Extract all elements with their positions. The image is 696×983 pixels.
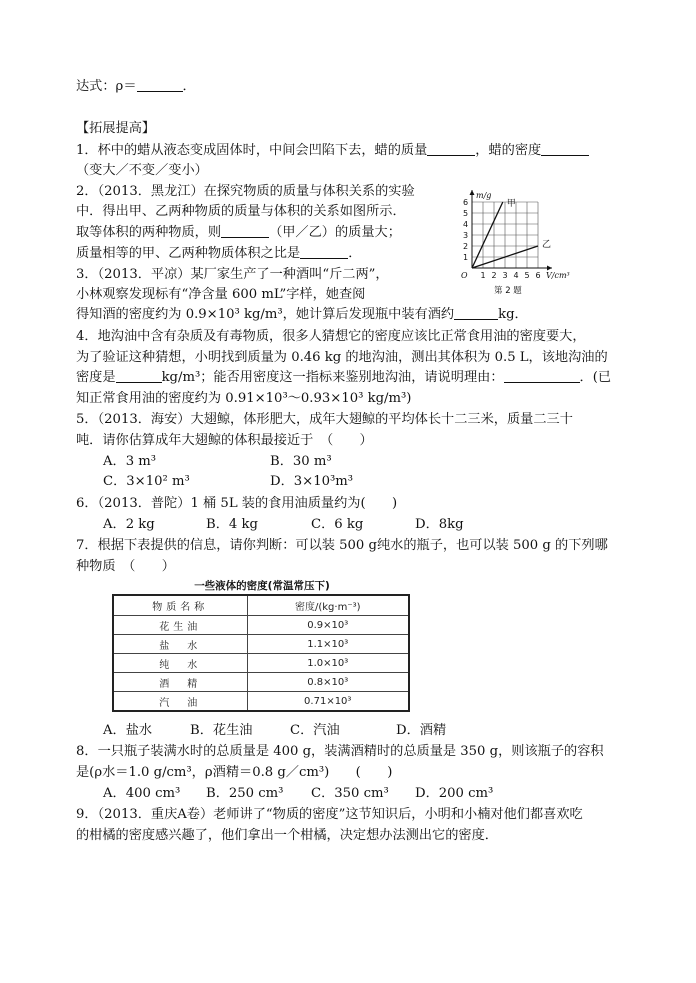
q8-line1: 8．一只瓶子装满水时的总质量是 400 g，装满酒精时的总质量是 350 g，则该瓶子的容积 — [76, 744, 604, 759]
q5-option-b: B．30 m³ — [270, 454, 332, 469]
table-title: 一些液体的密度(常温常压下) — [194, 580, 330, 592]
chart-caption: 第 2 题 — [494, 286, 522, 294]
table-cell: 纯 水 — [113, 654, 247, 673]
answer-blank — [221, 223, 269, 238]
x-axis-label: V/cm³ — [546, 271, 570, 280]
table-cell: 0.8×10³ — [247, 673, 409, 692]
q8-line2: 是(ρ水＝1.0 g/cm³，ρ酒精＝0.8 g／cm³) ( ) — [76, 765, 393, 780]
density-table — [112, 594, 410, 712]
q2-line4: 质量相等的甲、乙两种物质体积之比是 ． — [76, 246, 362, 261]
y-tick-label: 4 — [463, 220, 469, 229]
series-label: 甲 — [506, 199, 516, 209]
q5-option-a: A．3 m³ — [103, 454, 157, 469]
q2-line1: 2．（2013．黑龙江）在探究物质的质量与体积关系的实验 — [76, 184, 415, 199]
q6-line1: 6．（2013．普陀）1 桶 5L 装的食用油质量约为( ) — [76, 496, 398, 511]
x-tick-label: 2 — [491, 271, 497, 280]
answer-blank — [300, 244, 348, 259]
table-cell: 0.9×10³ — [247, 616, 409, 635]
q7-option-b: B．花生油 — [190, 723, 253, 738]
table-cell: 1.0×10³ — [247, 654, 409, 673]
q5-option-c: C．3×10² m³ — [103, 474, 190, 489]
x-tick-label: 1 — [480, 271, 486, 280]
q7-option-c: C．汽油 — [290, 723, 340, 738]
q3-line3: 得知酒的密度约为 0.9×10³ kg/m³，她计算后发现瓶中装有酒约 kg． — [76, 307, 528, 322]
q2-line3: 取等体积的两种物质，则 （甲／乙）的质量大； — [76, 225, 401, 240]
answer-blank — [504, 368, 580, 383]
q6-option-c: C．6 kg — [311, 517, 364, 532]
q7-option-d: D．酒精 — [396, 723, 447, 738]
q6-option-b: B．4 kg — [206, 517, 258, 532]
density-table-block — [112, 578, 412, 712]
formula-line — [76, 77, 196, 97]
mass-volume-chart — [452, 176, 602, 294]
q4-line2: 为了验证这种猜想，小明找到质量为 0.46 kg 的地沟油，测出其体积为 0.5 L，该地沟油的 — [76, 350, 608, 365]
table-row — [113, 673, 409, 692]
x-tick-label: 5 — [524, 271, 530, 280]
y-axis-label: m/g — [476, 191, 492, 200]
y-tick-label: 5 — [463, 209, 469, 218]
column-header: 密度/(kg·m⁻³) — [247, 595, 409, 616]
answer-blank — [454, 305, 498, 320]
q5-line2: 吨．请你估算成年大翅鲸的体积最接近于 （ ） — [76, 433, 373, 448]
table-cell: 盐 水 — [113, 635, 247, 654]
q3-line1: 3．（2013．平凉）某厂家生产了一种酒叫“斤二两”， — [76, 267, 389, 282]
q8-option-c: C．350 cm³ — [311, 786, 389, 801]
origin-label: O — [461, 271, 468, 280]
q6-option-a: A．2 kg — [103, 517, 155, 532]
table-header-row — [113, 595, 409, 616]
chart-grid — [472, 202, 538, 268]
table-cell: 酒 精 — [113, 673, 247, 692]
table-cell: 0.71×10³ — [247, 692, 409, 712]
q6-option-d: D．8kg — [415, 517, 464, 532]
x-axis-arrow — [547, 266, 552, 271]
q9-line1: 9．（2013．重庆A卷）老师讲了“物质的密度”这节知识后，小明和小楠对他们都喜欢吃 — [76, 807, 583, 822]
y-tick-label: 6 — [463, 198, 469, 207]
x-tick-label: 4 — [513, 271, 519, 280]
table-cell: 汽 油 — [113, 692, 247, 712]
table-row — [113, 635, 409, 654]
answer-blank — [116, 368, 162, 383]
column-header: 物质名称 — [113, 595, 247, 616]
q1-line1: 1．杯中的蜡从液态变成固体时，中间会凹陷下去，蜡的质量 ，蜡的密度 — [76, 141, 589, 161]
q2-line2: 中．得出甲、乙两种物质的质量与体积的关系如图所示． — [76, 204, 406, 219]
x-tick-label: 6 — [535, 271, 541, 280]
q4-line4: 知正常食用油的密度约为 0.91×10³～0.93×10³ kg/m³) — [76, 391, 412, 406]
formula-suffix: ． — [182, 79, 196, 94]
q9-line2: 的柑橘的密度感兴趣了，他们拿出一个柑橘，决定想办法测出它的密度． — [76, 828, 498, 843]
x-tick-label: 3 — [502, 271, 508, 280]
q8-option-d: D．200 cm³ — [415, 786, 494, 801]
table-row — [113, 692, 409, 712]
table-row — [113, 616, 409, 635]
answer-blank — [137, 77, 183, 92]
table-cell: 1.1×10³ — [247, 635, 409, 654]
q7-option-a: A．盐水 — [103, 723, 153, 738]
table-cell: 花生油 — [113, 616, 247, 635]
y-axis-arrow — [470, 190, 475, 195]
answer-blank — [541, 141, 589, 156]
q5-option-d: D．3×10³m³ — [270, 474, 354, 489]
q1-line2: （变大／不变／变小） — [76, 163, 208, 178]
q8-option-a: A．400 cm³ — [103, 786, 181, 801]
y-tick-label: 1 — [463, 253, 469, 262]
q4-line1: 4．地沟油中含有杂质及有毒物质，很多人猜想它的密度应该比正常食用油的密度要大， — [76, 329, 586, 344]
q7-line1: 7．根据下表提供的信息，请你判断：可以装 500 g纯水的瓶子，也可以装 500 g 的下列哪 — [76, 538, 608, 553]
q4-line3: 密度是 kg/m³；能否用密度这一指标来鉴别地沟油，请说明理由： ．(已 — [76, 370, 612, 385]
q8-option-b: B．250 cm³ — [206, 786, 284, 801]
q5-line1: 5．（2013．海安）大翅鲸，体形肥大，成年大翅鲸的平均体长十二三米，质量二三十 — [76, 412, 573, 427]
y-tick-label: 3 — [463, 231, 469, 240]
table-row — [113, 654, 409, 673]
series-label: 乙 — [542, 240, 552, 250]
answer-blank — [427, 141, 475, 156]
chart-text — [461, 191, 570, 294]
q3-line2: 小林观察发现标有“净含量 600 mL”字样，她查阅 — [76, 287, 366, 302]
q7-line2: 种物质 （ ） — [76, 559, 175, 574]
formula-prefix: 达式：ρ＝ — [76, 79, 137, 94]
section-title: 【拓展提高】 — [76, 121, 156, 136]
y-tick-label: 2 — [463, 242, 469, 251]
